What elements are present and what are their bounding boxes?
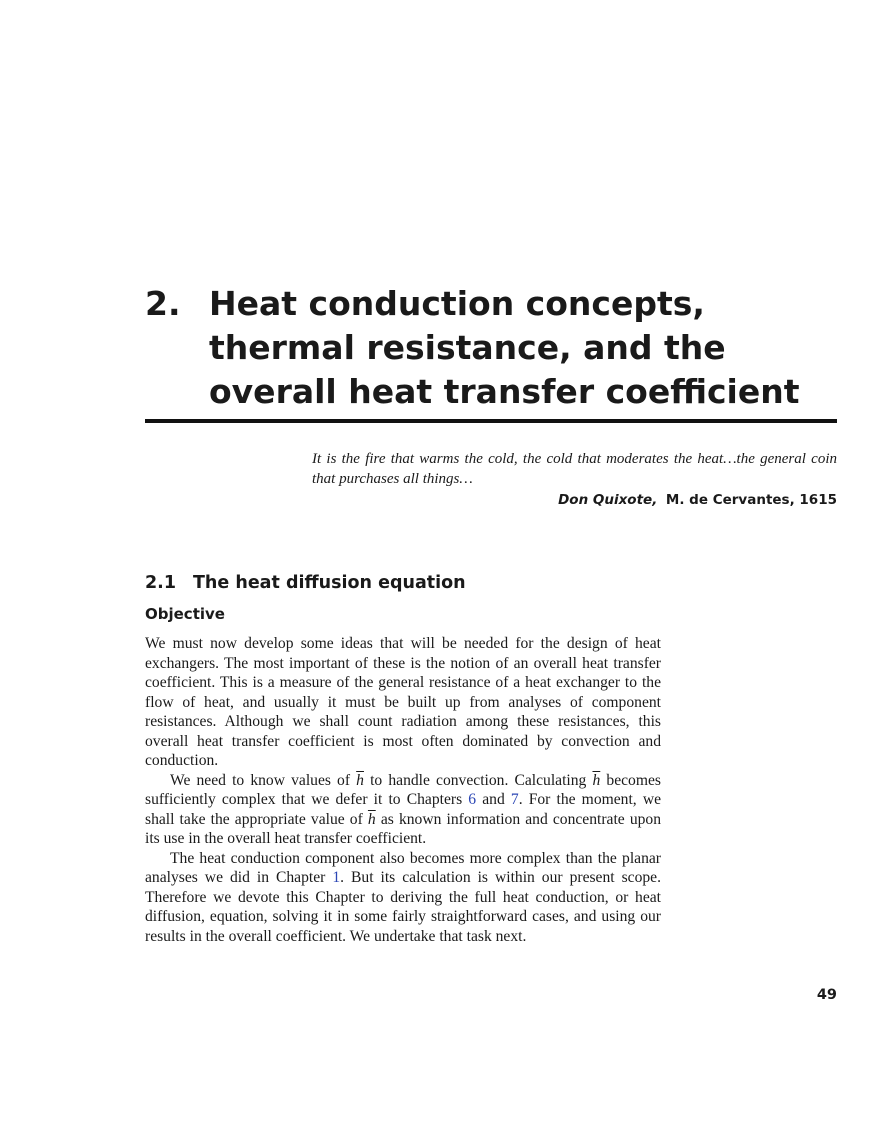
chapter-title-rule (145, 419, 837, 423)
chapter-6-link[interactable]: 6 (468, 791, 477, 808)
chapter-title (209, 282, 829, 414)
h-bar-symbol: $\overline{h}$ (592, 771, 601, 789)
h-bar-symbol: $\overline{h}$ (356, 771, 364, 789)
body-text (145, 634, 661, 946)
chapter-title-line: thermal resistance, and the (209, 328, 726, 367)
chapter-number: 2. (145, 284, 181, 323)
text-run: as known information and concentrate upon its use in the overall heat transfer coefficient. (145, 810, 662, 847)
paragraph (145, 849, 661, 947)
section-heading (145, 571, 466, 595)
text-run: to handle convection. Calculating (370, 771, 587, 789)
text-run: . For the moment, we shall take the appropriate value of (145, 791, 661, 828)
chapter-title-line: overall heat transfer coefficient (209, 372, 800, 411)
chapter-7-link[interactable]: 7 (510, 791, 519, 808)
epigraph-author: M. de Cervantes, 1615 (665, 492, 837, 508)
epigraph-attribution (312, 490, 837, 510)
objective-heading: Objective (145, 605, 225, 623)
page-number: 49 (816, 987, 837, 1003)
epigraph-quote: It is the fire that warms the cold, the cold that moderates the heat…the general coin that purchases all things… (312, 451, 837, 487)
text-run: We need to know values of (170, 771, 351, 789)
chapter-title-line: Heat conduction concepts, (209, 284, 705, 323)
text-run: . But its calculation is within our present scope. Therefore we devote this Chapter to deriving the full heat conduction, or heat diffusion, equation, solving it in some fairly straightforward cases, and using our results in the overall coefficient. We undertake that task next. (145, 869, 661, 945)
section-title: The heat diffusion equation (193, 573, 466, 593)
epigraph-work: Don Quixote, (558, 492, 658, 508)
paragraph: We must now develop some ideas that will be needed for the design of heat exchangers. The most important of these is the notion of an overall heat transfer coefficient. This is a measure of the general resistance of a heat exchanger to the flow of heat, and usually it must be built up from analyses of component resistances. Although we shall count radiation among these resistances, this overall heat transfer coefficient is most often dominated by convection and conduction. (145, 635, 661, 769)
chapter-1-link[interactable]: 1 (332, 869, 341, 886)
paragraph (145, 771, 661, 849)
section-number: 2.1 (145, 573, 177, 593)
h-bar-symbol: $\overline{h}$ (367, 810, 376, 828)
text-run: and (482, 791, 505, 808)
text-run: The heat conduction component also becomes more complex than the planar analyses we did in Chapter (145, 849, 661, 886)
epigraph (312, 450, 837, 510)
text-run: becomes sufficiently complex that we defer it to Chapters (145, 771, 661, 808)
